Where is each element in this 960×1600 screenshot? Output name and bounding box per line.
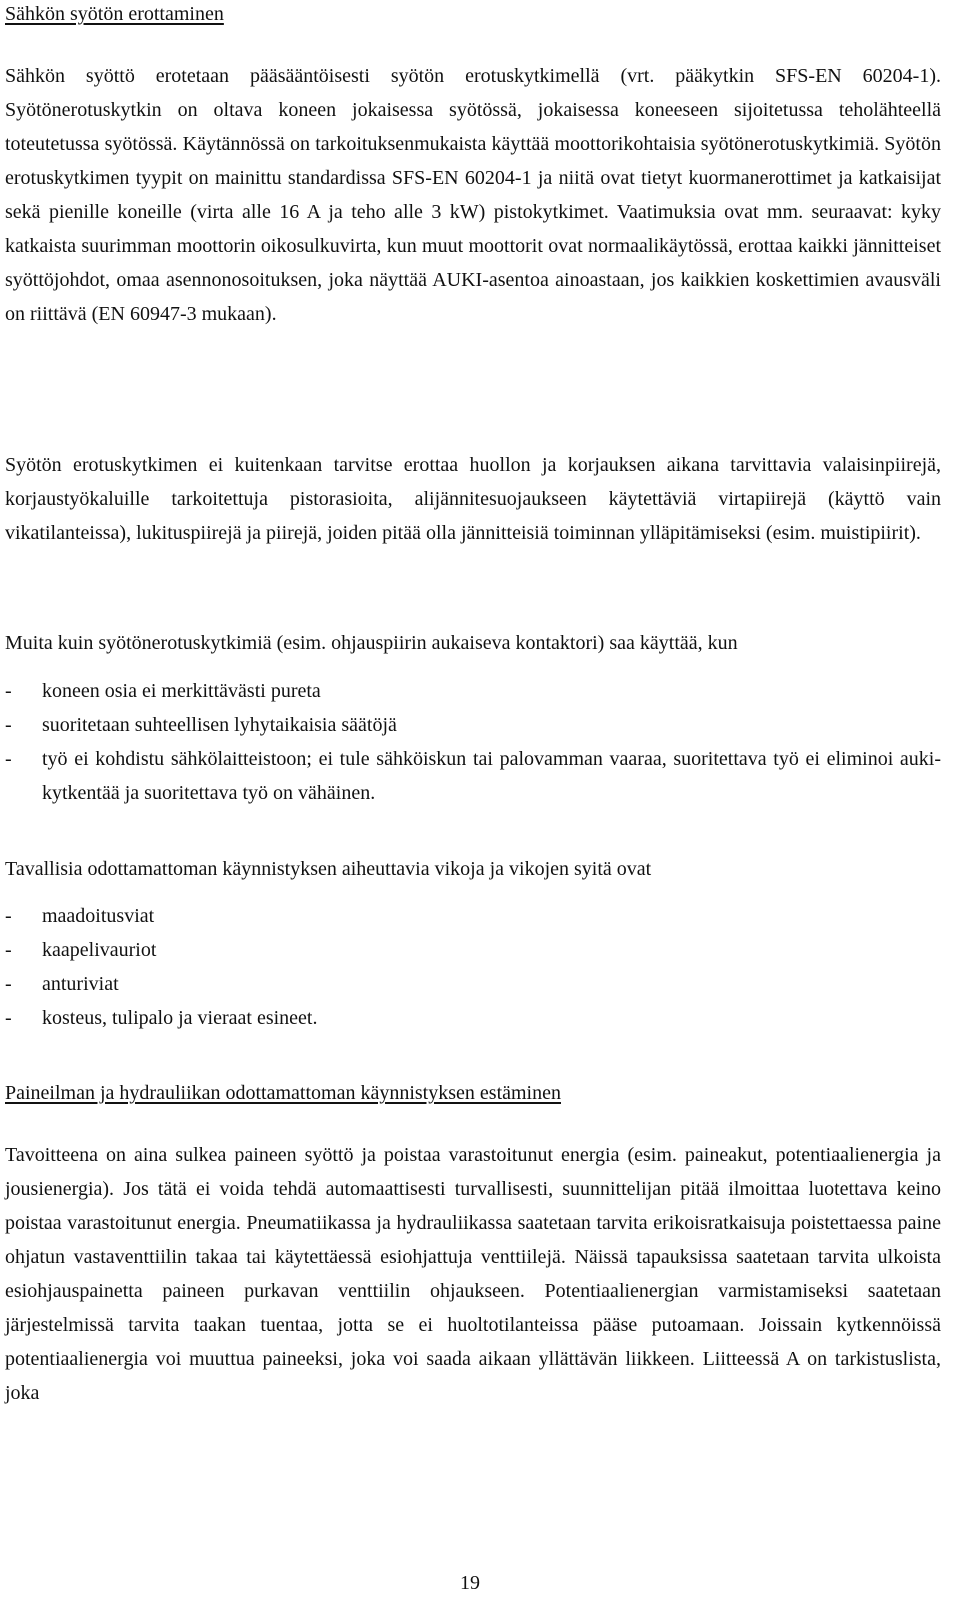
list-item — [5, 899, 941, 933]
dash-bullet: - — [5, 1007, 12, 1029]
list-item — [5, 933, 941, 967]
section-heading-power-isolation: Sähkön syötön erottaminen — [5, 3, 224, 25]
list-item — [5, 967, 941, 1001]
list-item-text: anturiviat — [42, 973, 119, 995]
dash-bullet: - — [5, 939, 12, 961]
paragraph-other-switches: Muita kuin syötönerotuskytkimiä (esim. ohjauspiirin aukaiseva kontaktori) saa käyttää, kun — [5, 632, 738, 654]
list-item-text: koneen osia ei merkittävästi pureta — [42, 680, 321, 702]
paragraph-fault-intro: Tavallisia odottamattoman käynnistyksen aiheuttavia vikoja ja vikojen syitä ovat — [5, 858, 652, 880]
page-number: 19 — [460, 1572, 480, 1594]
list-item-text: kaapelivauriot — [42, 939, 157, 961]
section-heading-pneumatics: Paineilman ja hydrauliikan odottamattoman käynnistyksen estäminen — [5, 1082, 561, 1104]
dash-bullet: - — [5, 973, 12, 995]
list-item — [5, 674, 941, 708]
list-item — [5, 708, 941, 742]
faults-list — [5, 899, 941, 1035]
dash-bullet: - — [5, 680, 12, 702]
list-item-text: työ ei kohdistu sähkölaitteistoon; ei tule sähköiskun tai palovamman vaaraa, suoritettava työ ei eliminoi auki-kytkentää ja suoritettava työ on vähäinen. — [42, 748, 941, 804]
list-item-text: kosteus, tulipalo ja vieraat esineet. — [42, 1007, 318, 1029]
paragraph-pressure-release: Tavoitteena on aina sulkea paineen syöttö ja poistaa varastoitunut energia (esim. paineakut, potentiaalienergia ja jousienergia). Jos tätä ei voida tehdä automaattisesti turvallisesti, suunnittelijan pitää ilmoittaa luotettava keino poistaa varastoitunut energia. Pneumatiikassa ja hydrauliikassa saatetaan tarvita erikoisratkaisuja poistettaessa paine ohjatun vastaventtiilin takaa tai käytettäessä esiohjattuja venttiilejä. Näissä tapauksissa saatetaan tarvita ulkoista esiohjauspainetta paineen purkavan venttiilin ohjaukseen. Potentiaalienergian varmistamiseksi saatetaan järjestelmissä tarvita taakan tuentaa, jotta se ei huoltotilanteissa pääse putoamaan. Joissain kytkennöissä potentiaalienergia voi muuttua paineeksi, joka voi saada aikaan yllättävän liikkeen. Liitteessä A on tarkistuslista, joka — [5, 1144, 941, 1404]
paragraph-isolation-switch: Sähkön syöttö erotetaan pääsääntöisesti syötön erotuskytkimellä (vrt. pääkytkin SFS-EN 60204-1). Syötönerotuskytkin on oltava koneen jokaisessa syötössä, jokaisessa koneeseen sijoitetussa teholähteellä toteutetussa syötössä. Käytännössä on tarkoituksenmukaista käyttää moottorikohtaisia syötönerotuskytkimiä. Syötön erotuskytkimen tyypit on mainittu standardissa SFS-EN 60204-1 ja niitä ovat tietyt kuormanerottimet ja katkaisijat sekä pienille koneille (virta alle 16 A ja teho alle 3 kW) pistokytkimet. Vaatimuksia ovat mm. seuraavat: kyky katkaista suurimman moottorin oikosulkuvirta, kun muut moottorit ovat normaalikäytössä, erottaa kaikki jännitteiset syöttöjohdot, omaa asennonosoituksen, joka näyttää AUKI-asentoa ainoastaan, jos kaikkien koskettimien avausväli on riittävä (EN 60947-3 mukaan). — [5, 65, 941, 325]
paragraph-exceptions: Syötön erotuskytkimen ei kuitenkaan tarvitse erottaa huollon ja korjauksen aikana tarvittavia valaisinpiirejä, korjaustyökaluille tarkoitettuja pistorasioita, alijännitesuojaukseen käytettäviä virtapiirejä (käyttö vain vikatilanteissa), lukituspiirejä ja piirejä, joiden pitää olla jännitteisiä toiminnan ylläpitämiseksi (esim. muistipiirit). — [5, 454, 941, 544]
conditions-list — [5, 674, 941, 810]
list-item — [5, 1001, 941, 1035]
dash-bullet: - — [5, 714, 12, 736]
dash-bullet: - — [5, 748, 12, 770]
list-item-text: suoritetaan suhteellisen lyhytaikaisia säätöjä — [42, 714, 397, 736]
list-item-text: maadoitusviat — [42, 905, 155, 927]
dash-bullet: - — [5, 905, 12, 927]
list-item — [5, 742, 941, 810]
